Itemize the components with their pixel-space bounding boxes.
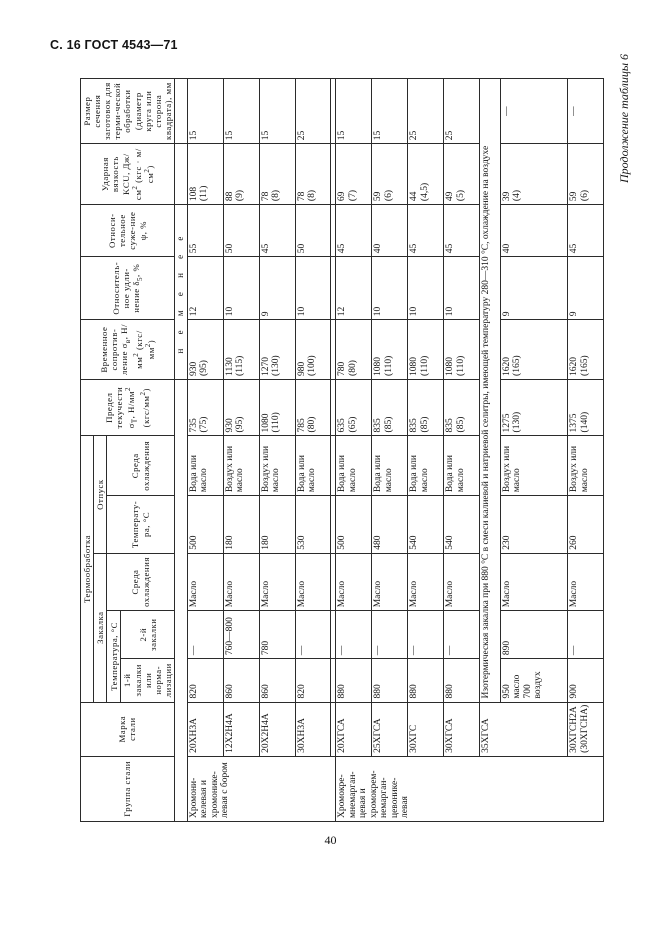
blank-size: 15 xyxy=(372,79,408,144)
quench-medium: Масло xyxy=(372,553,408,611)
grade: 35ХГСА xyxy=(479,702,567,756)
reduction-value: 40 xyxy=(500,205,567,257)
impact-value xyxy=(336,144,372,205)
temper-temp: 500 xyxy=(187,496,223,554)
quench1-temp: 860 xyxy=(223,659,259,702)
tensile-value xyxy=(500,320,567,380)
elongation-value: 12 xyxy=(336,257,372,320)
grade: 20ХГСА xyxy=(336,702,372,756)
quench-medium: Масло xyxy=(187,553,223,611)
blank-size: 15 xyxy=(223,79,259,144)
yield-si: 1080 xyxy=(260,413,271,433)
impact-units3: см xyxy=(144,172,155,184)
units-row xyxy=(174,79,187,822)
quench1-temp: 860 xyxy=(259,659,295,702)
quench-medium: Масло xyxy=(223,553,259,611)
header-blank-size: Размер сечения заготовок для терми-ческой обработки (диаметр круга или сторона квадрата), мм xyxy=(81,79,175,144)
impact-value xyxy=(500,144,567,205)
blank-size: 25 xyxy=(295,79,331,144)
grade: 30ХГС xyxy=(408,702,444,756)
elongation-value: 10 xyxy=(372,257,408,320)
blank-size: 25 xyxy=(408,79,444,144)
impact-value xyxy=(295,144,331,205)
tensile-kgf: (110) xyxy=(383,355,394,376)
table-row xyxy=(187,79,223,822)
elongation-value: 10 xyxy=(223,257,259,320)
quench1-temp: 880 xyxy=(408,659,444,702)
grade: 30ХН3А xyxy=(295,702,331,756)
temper-medium: Воздух или масло xyxy=(568,436,604,496)
elongation-value: 9 xyxy=(259,257,295,320)
header-temper-medium: Среда охлаждения xyxy=(107,436,175,496)
quench-medium: Масло xyxy=(444,553,480,611)
quench-medium: Масло xyxy=(500,553,567,611)
quench-medium: Масло xyxy=(259,553,295,611)
quench2-temp: 890 xyxy=(500,611,567,659)
yield-kgf: (130) xyxy=(512,411,523,433)
table-row xyxy=(336,79,372,822)
page-header: С. 16 ГОСТ 4543—71 xyxy=(50,38,178,52)
impact-si: 78 xyxy=(260,191,271,202)
impact-kgf: (6) xyxy=(579,190,590,202)
impact-units-sup: 2 xyxy=(130,185,139,190)
tensile-si: 1130 xyxy=(224,357,235,376)
header-tempering: Отпуск xyxy=(94,436,107,553)
yield-label: Предел текучести σ xyxy=(104,386,137,429)
reduction-value: 50 xyxy=(295,205,331,257)
impact-value xyxy=(223,144,259,205)
yield-si: 1275 xyxy=(501,413,512,433)
tensile-si: 1080 xyxy=(409,356,420,376)
yield-kgf: (80) xyxy=(307,416,318,433)
impact-kgf: (6) xyxy=(383,190,394,202)
yield-si: 785 xyxy=(296,418,307,433)
blank-size: — xyxy=(568,79,604,144)
tensile-si: 1620 xyxy=(501,356,512,376)
tensile-value xyxy=(259,320,295,380)
impact-si: 78 xyxy=(296,191,307,202)
impact-units: Дж/см xyxy=(120,153,143,201)
tensile-si: 1080 xyxy=(373,356,384,376)
quench2-temp: — xyxy=(336,611,372,659)
impact-si: 39 xyxy=(501,191,512,202)
tensile-si: 930 xyxy=(188,361,199,376)
elongation-value: 12 xyxy=(187,257,223,320)
quench1-temp: 880 xyxy=(336,659,372,702)
tensile-si: 1270 xyxy=(260,356,271,376)
impact-kgf: (4) xyxy=(512,190,523,202)
impact-value xyxy=(568,144,604,205)
quench1-temp: 900 xyxy=(568,659,604,702)
reduction-value: 45 xyxy=(408,205,444,257)
quench1-temp: 820 xyxy=(295,659,331,702)
blank-size: 25 xyxy=(444,79,480,144)
isothermal-note: Изотермическая закалка при 880 °С в смеси калиевой и натриевой селитры, имеющей температуру 280—310 °С, охлаждение на воздухе xyxy=(479,79,500,703)
header-yield: Предел текучести $\sigma_Т$, $Н/мм^2$ $(кгс/мм^2)$ xyxy=(81,379,175,435)
group-name: Хромокре-мнемарган-цевая и хромокрем-немарган-цевонике-левая xyxy=(336,756,604,821)
tensile-kgf: (130) xyxy=(271,355,282,376)
impact-si: 59 xyxy=(373,191,384,202)
header-reduction: Относи-тельное суже-ние ψ, % xyxy=(81,205,175,257)
header-heat-treatment: Термообработка xyxy=(81,436,94,702)
yield-kgf: (85) xyxy=(455,416,466,433)
elongation-value: 9 xyxy=(568,257,604,320)
temper-medium: Вода или масло xyxy=(187,436,223,496)
elongation-value: 10 xyxy=(295,257,331,320)
elongation-value: 9 xyxy=(500,257,567,320)
yield-kgf: (85) xyxy=(419,416,430,433)
table-row xyxy=(259,79,295,822)
yield-value xyxy=(187,379,223,435)
impact-si: 69 xyxy=(337,191,348,202)
tensile-value xyxy=(568,320,604,380)
continuation-label: Продолжение таблицы 6 xyxy=(617,53,631,183)
yield-value xyxy=(500,379,567,435)
tensile-si: 1620 xyxy=(569,356,580,376)
tensile-value xyxy=(372,320,408,380)
header-row-1 xyxy=(81,79,94,822)
quench2-temp: 760—800 xyxy=(223,611,259,659)
quench-medium: Масло xyxy=(295,553,331,611)
header-group: Группа стали xyxy=(81,756,175,821)
reduction-value: 50 xyxy=(223,205,259,257)
temper-medium: Воздух или масло xyxy=(500,436,567,496)
temper-temp: 230 xyxy=(500,496,567,554)
yield-kgf: (75) xyxy=(199,416,210,433)
reduction-value: 45 xyxy=(568,205,604,257)
yield-si: 1375 xyxy=(569,413,580,433)
tensile-label: Временное сопротив-ление σ xyxy=(98,326,130,376)
yield-value xyxy=(336,379,372,435)
tensile-value xyxy=(295,320,331,380)
quench2-temp: — xyxy=(568,611,604,659)
tensile-value xyxy=(223,320,259,380)
temper-temp: 260 xyxy=(568,496,604,554)
header-quench-medium: Среда охлаждения xyxy=(107,553,175,611)
reduction-value: 55 xyxy=(187,205,223,257)
header-grade: Марка стали xyxy=(81,702,175,756)
elongation-units: % xyxy=(131,263,142,272)
tensile-kgf: (100) xyxy=(307,355,318,376)
table-row xyxy=(444,79,480,822)
grade: 12Х2Н4А xyxy=(223,702,259,756)
tensile-units: Н/мм xyxy=(119,324,144,369)
quench-medium: Масло xyxy=(408,553,444,611)
elongation-value: 10 xyxy=(444,257,480,320)
property-table-rotated xyxy=(80,78,603,822)
tensile-kgf: (110) xyxy=(455,355,466,376)
impact-si: 49 xyxy=(445,191,456,202)
tensile-units2: (кгс/мм xyxy=(133,330,156,360)
quench1-temp: 880 xyxy=(444,659,480,702)
elongation-label: Относитель-ное удли-нение δ xyxy=(110,261,142,315)
temper-temp: 540 xyxy=(408,496,444,554)
header-impact: Ударная вязкость KCU, $Дж/см^2$ $(кгс \cdot м/см^2)$ xyxy=(81,144,175,205)
impact-kgf: (8) xyxy=(307,190,318,202)
tensile-value xyxy=(187,320,223,380)
tensile-units2-sup: 2 xyxy=(144,343,152,348)
grade: 30ХГСН2А (30ХГСНА) xyxy=(568,702,604,756)
yield-units-sup: 2 xyxy=(124,387,133,392)
yield-value xyxy=(259,379,295,435)
header-quenching: Закалка xyxy=(94,553,107,702)
reduction-value: 45 xyxy=(336,205,372,257)
tensile-value xyxy=(444,320,480,380)
yield-kgf: (65) xyxy=(347,416,358,433)
temper-temp: 480 xyxy=(372,496,408,554)
yield-kgf: (85) xyxy=(383,416,394,433)
quench1-temp: 820 xyxy=(187,659,223,702)
impact-kgf: (5) xyxy=(455,190,466,202)
tensile-kgf: (165) xyxy=(579,355,590,376)
grade: 20Х2Н4А xyxy=(259,702,295,756)
quench-medium: Масло xyxy=(336,553,372,611)
tensile-value xyxy=(336,320,372,380)
tensile-si: 780 xyxy=(337,361,348,376)
quench-medium: Масло xyxy=(568,553,604,611)
yield-value xyxy=(223,379,259,435)
yield-kgf: (110) xyxy=(271,412,282,433)
tensile-si: 980 xyxy=(296,361,307,376)
impact-si: 44 xyxy=(409,191,420,202)
temper-temp: 500 xyxy=(336,496,372,554)
impact-kgf: (7) xyxy=(347,190,358,202)
reduction-value: 45 xyxy=(259,205,295,257)
page-number: 40 xyxy=(324,833,337,847)
impact-value xyxy=(187,144,223,205)
group-name: Хромони-келевая и хромонике-левая с бором xyxy=(187,756,336,821)
blank-size: 15 xyxy=(259,79,295,144)
tensile-sub: в xyxy=(123,339,132,344)
header-quench2: 2-й закалки xyxy=(121,611,175,659)
yield-value xyxy=(408,379,444,435)
impact-si: 59 xyxy=(569,191,580,202)
temper-medium: Вода или масло xyxy=(295,436,331,496)
yield-units: Н/мм xyxy=(126,391,137,413)
impact-value xyxy=(259,144,295,205)
mechanical-properties-table xyxy=(80,78,604,822)
temper-temp: 180 xyxy=(259,496,295,554)
tensile-kgf: (95) xyxy=(199,360,210,376)
tensile-kgf: (115) xyxy=(235,355,246,376)
yield-si: 930 xyxy=(224,418,235,433)
yield-kgf: (140) xyxy=(579,411,590,433)
blank-size: 15 xyxy=(336,79,372,144)
impact-kgf: (8) xyxy=(271,190,282,202)
yield-value xyxy=(372,379,408,435)
header-temperature: Температура, °С xyxy=(107,611,121,702)
grade: 20ХН3А xyxy=(187,702,223,756)
quench2-temp: 780 xyxy=(259,611,295,659)
tensile-units-sup: 2 xyxy=(131,352,140,357)
table-row xyxy=(223,79,259,822)
yield-si: 835 xyxy=(373,418,384,433)
impact-units3-sup: 2 xyxy=(142,168,151,173)
impact-kgf: (11) xyxy=(199,185,210,202)
header-quench1: 1-й закалки или норма-лизации xyxy=(121,659,175,702)
impact-value xyxy=(444,144,480,205)
not-less-label: н е м е н е е xyxy=(174,205,187,380)
grade: 30ХГСА xyxy=(444,702,480,756)
temper-temp: 530 xyxy=(295,496,331,554)
temper-medium: Вода или масло xyxy=(444,436,480,496)
grade: 25ХГСА xyxy=(372,702,408,756)
impact-si: 88 xyxy=(224,191,235,202)
temper-temp: 540 xyxy=(444,496,480,554)
impact-value xyxy=(372,144,408,205)
tensile-si: 1080 xyxy=(445,356,456,376)
yield-si: 835 xyxy=(409,418,420,433)
table-row-isothermal-note xyxy=(479,79,500,822)
impact-value xyxy=(408,144,444,205)
quench2-temp: — xyxy=(295,611,331,659)
impact-units2: кгс · м xyxy=(132,151,143,180)
table-row xyxy=(295,79,331,822)
yield-si: 635 xyxy=(337,418,348,433)
reduction-value: 40 xyxy=(372,205,408,257)
table-row xyxy=(408,79,444,822)
blank-size: — xyxy=(500,79,567,144)
quench1-temp: 950 масло 700 воздух xyxy=(500,659,567,702)
header-temper-temp: Температу-ра, °С xyxy=(107,496,175,554)
yield-si: 735 xyxy=(188,418,199,433)
temper-temp: 180 xyxy=(223,496,259,554)
impact-kgf: (9) xyxy=(235,190,246,202)
table-row xyxy=(568,79,604,822)
yield-value xyxy=(568,379,604,435)
quench2-temp: — xyxy=(408,611,444,659)
elongation-value: 10 xyxy=(408,257,444,320)
quench2-temp: — xyxy=(444,611,480,659)
tensile-kgf: (80) xyxy=(347,360,358,376)
yield-units2: (кгс/мм xyxy=(140,395,151,428)
yield-value xyxy=(295,379,331,435)
temper-medium: Вода или масло xyxy=(336,436,372,496)
tensile-kgf: (110) xyxy=(419,355,430,376)
quench2-temp: — xyxy=(372,611,408,659)
quench2-temp: — xyxy=(187,611,223,659)
table-row xyxy=(372,79,408,822)
temper-medium: Вода или масло xyxy=(372,436,408,496)
yield-sub: Т xyxy=(130,418,139,424)
quench1-temp: 880 xyxy=(372,659,408,702)
tensile-kgf: (165) xyxy=(512,355,523,376)
elongation-sub: 5 xyxy=(135,276,144,281)
yield-kgf: (95) xyxy=(235,416,246,433)
tensile-value xyxy=(408,320,444,380)
temper-medium: Воздух или масло xyxy=(223,436,259,496)
yield-units2-sup: 2 xyxy=(138,391,147,396)
yield-si: 835 xyxy=(445,418,456,433)
impact-si: 108 xyxy=(188,186,199,202)
temper-medium: Вода или масло xyxy=(408,436,444,496)
reduction-value: 45 xyxy=(444,205,480,257)
impact-kgf: (4,5) xyxy=(419,182,430,202)
header-tensile: Временное сопротив-ление $\sigma_в$, $Н/мм^2$ $(кгс/мм^2)$ xyxy=(81,320,175,380)
impact-label: Ударная вязкость KCU, xyxy=(100,156,131,195)
yield-value xyxy=(444,379,480,435)
temper-medium: Воздух или масло xyxy=(259,436,295,496)
header-elongation: Относитель-ное удли-нение $\delta_5$, % xyxy=(81,257,175,320)
blank-size: 15 xyxy=(187,79,223,144)
